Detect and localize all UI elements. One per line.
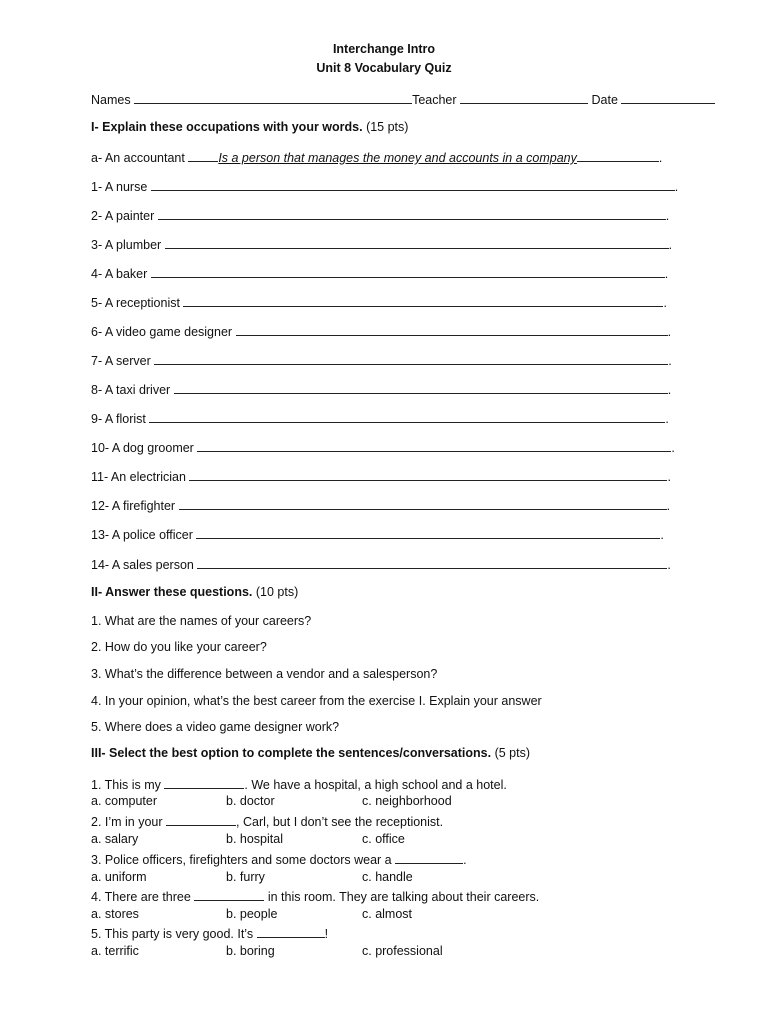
mc-question	[91, 851, 467, 867]
question-text: 1. What are the names of your careers?	[91, 614, 312, 628]
example-answer: Is a person that manages the money and accounts in a company	[218, 151, 577, 165]
option-c[interactable]: c. almost	[362, 907, 413, 921]
answer-blank[interactable]	[197, 556, 667, 569]
mc-question	[91, 888, 539, 904]
item-label: 6- A video game designer	[91, 325, 233, 339]
date-blank[interactable]	[621, 91, 715, 104]
section1-item: 13- A police officer .	[91, 528, 664, 542]
section1-item: 7- A server .	[91, 354, 672, 368]
section2-heading: II- Answer these questions.	[91, 585, 253, 599]
mc-question-text: 4. There are three	[91, 890, 191, 904]
option-a[interactable]: a. stores	[91, 907, 139, 921]
option-c[interactable]: c. neighborhood	[362, 794, 452, 808]
mc-blank[interactable]	[164, 776, 244, 789]
section1-item: 3- A plumber .	[91, 238, 673, 252]
item-label: 3- A plumber	[91, 238, 162, 252]
mc-question-text: 5. This party is very good. It’s	[91, 927, 254, 941]
answer-blank[interactable]	[151, 265, 665, 278]
answer-blank[interactable]	[158, 207, 666, 220]
option-b[interactable]: b. boring	[226, 944, 275, 958]
item-label: 10- A dog groomer	[91, 441, 194, 455]
item-label: 9- A florist	[91, 412, 146, 426]
answer-blank[interactable]	[174, 381, 668, 394]
example-blank-tail	[577, 149, 659, 162]
names-blank[interactable]	[134, 91, 412, 104]
option-b[interactable]: b. hospital	[226, 832, 283, 846]
option-c[interactable]: c. handle	[362, 870, 413, 884]
section1-item: 8- A taxi driver .	[91, 383, 672, 397]
mc-blank[interactable]	[166, 813, 236, 826]
mc-question-text: 2. I’m in your	[91, 815, 163, 829]
section3-heading: III- Select the best option to complete the sentences/conversations.	[91, 746, 492, 760]
names-label: Names	[91, 93, 131, 107]
section1-item: 14- A sales person .	[91, 558, 671, 572]
answer-blank[interactable]	[165, 236, 669, 249]
document-subtitle: Unit 8 Vocabulary Quiz	[316, 61, 452, 75]
item-label: 8- A taxi driver	[91, 383, 171, 397]
option-c[interactable]: c. professional	[362, 944, 443, 958]
item-label: 1- A nurse	[91, 180, 148, 194]
option-b[interactable]: b. doctor	[226, 794, 275, 808]
answer-blank[interactable]	[183, 294, 663, 307]
option-a[interactable]: a. terrific	[91, 944, 139, 958]
answer-blank[interactable]	[154, 352, 668, 365]
section2-points: (10 pts)	[255, 585, 299, 599]
mc-question-text-end: . We have a hospital, a high school and a hotel.	[244, 778, 507, 792]
section1-item: 9- A florist .	[91, 412, 669, 426]
mc-blank[interactable]	[257, 925, 325, 938]
mc-question-text: 3. Police officers, firefighters and some doctors wear a	[91, 853, 392, 867]
section1-points: (15 pts)	[366, 120, 409, 134]
mc-question-text-end: , Carl, but I don’t see the receptionist.	[236, 815, 444, 829]
section1-item: 6- A video game designer .	[91, 325, 672, 339]
mc-question-text-end: .	[463, 853, 467, 867]
item-label: 11- An electrician	[91, 470, 186, 484]
section2-heading-row	[91, 585, 298, 599]
section1-item: 12- A firefighter .	[91, 499, 671, 513]
section1-heading-row	[91, 120, 408, 134]
example-label: a- An accountant	[91, 151, 185, 165]
teacher-label: Teacher	[412, 93, 457, 107]
section1-item: 11- An electrician .	[91, 470, 671, 484]
item-label: 4- A baker	[91, 267, 148, 281]
section1-item: 4- A baker .	[91, 267, 669, 281]
question-text: 2. How do you like your career?	[91, 640, 267, 654]
section1-item: 1- A nurse .	[91, 180, 679, 194]
option-b[interactable]: b. people	[226, 907, 278, 921]
answer-blank[interactable]	[196, 526, 660, 539]
mc-blank[interactable]	[194, 888, 264, 901]
section1-example-row: a- An accountant Is a person that manages the money and accounts in a company .	[91, 151, 663, 165]
question-text: 4. In your opinion, what’s the best career from the exercise I. Explain your answer	[91, 694, 542, 708]
example-blank-lead	[188, 149, 218, 162]
answer-blank[interactable]	[149, 410, 665, 423]
mc-question	[91, 776, 507, 792]
answer-blank[interactable]	[179, 497, 667, 510]
item-label: 2- A painter	[91, 209, 155, 223]
teacher-blank[interactable]	[460, 91, 588, 104]
question-text: 3. What’s the difference between a vendor and a salesperson?	[91, 667, 438, 681]
item-label: 5- A receptionist	[91, 296, 180, 310]
answer-blank[interactable]	[197, 439, 671, 452]
option-c[interactable]: c. office	[362, 832, 405, 846]
mc-question-text-end: !	[324, 927, 329, 941]
option-b[interactable]: b. furry	[226, 870, 265, 884]
section1-heading: I- Explain these occupations with your words.	[91, 120, 363, 134]
answer-blank[interactable]	[189, 468, 667, 481]
answer-blank[interactable]	[151, 178, 675, 191]
header-fields-row	[91, 91, 715, 107]
section1-item: 5- A receptionist .	[91, 296, 667, 310]
option-a[interactable]: a. salary	[91, 832, 139, 846]
document-title: Interchange Intro	[332, 42, 436, 56]
option-a[interactable]: a. uniform	[91, 870, 147, 884]
section3-points: (5 pts)	[494, 746, 531, 760]
mc-question-text-end: in this room. They are talking about their careers.	[267, 890, 540, 904]
option-a[interactable]: a. computer	[91, 794, 158, 808]
item-label: 13- A police officer	[91, 528, 193, 542]
mc-question-text: 1. This is my	[91, 778, 161, 792]
item-label: 12- A firefighter	[91, 499, 176, 513]
mc-question	[91, 925, 328, 941]
section1-item: 10- A dog groomer .	[91, 441, 675, 455]
mc-question	[91, 813, 443, 829]
item-label: 14- A sales person	[91, 558, 194, 572]
section1-item: 2- A painter .	[91, 209, 670, 223]
item-label: 7- A server	[91, 354, 151, 368]
answer-blank[interactable]	[236, 323, 668, 336]
section3-heading-row	[91, 746, 530, 760]
mc-blank[interactable]	[395, 851, 463, 864]
question-text: 5. Where does a video game designer work?	[91, 720, 340, 734]
date-label: Date	[591, 93, 618, 107]
